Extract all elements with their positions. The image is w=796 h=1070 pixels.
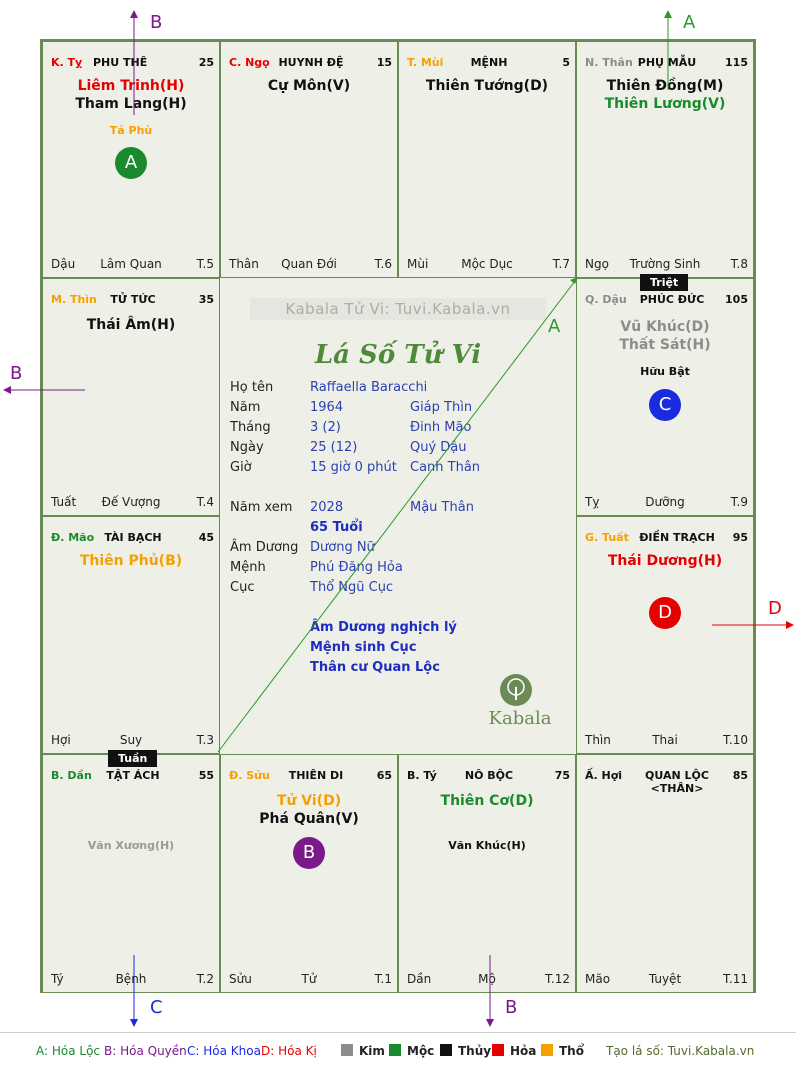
legend-tho [541, 1044, 584, 1058]
palace-foot-right: T.11 [723, 972, 748, 986]
info-label: Ngày [230, 440, 264, 455]
info-extra: Canh Thân [410, 460, 481, 475]
palace-can: Q. Dậu [585, 293, 627, 306]
legend-hoa-ki: D: Hóa Kị [261, 1044, 317, 1058]
info-value: 1964 [310, 400, 344, 415]
info-label: Cục [230, 580, 255, 595]
tho-label: Thổ [559, 1044, 584, 1058]
palace-number: 15 [376, 56, 392, 69]
legend-moc [389, 1044, 434, 1058]
palace-foot-left: Mùi [407, 257, 429, 271]
palace-foot-mid: Thai [652, 733, 678, 747]
arrow-label-left: B [10, 363, 23, 384]
info-extra: Mậu Thân [410, 500, 474, 515]
palace-foot-mid: Dưỡng [645, 495, 685, 509]
palace-foot-mid: Suy [119, 733, 143, 747]
palace-foot-left: Tuất [51, 495, 77, 509]
diagonal-arrowhead [570, 277, 578, 284]
hoa-loc-badge: A [115, 147, 147, 179]
major-star: Thái Dương(H) [607, 553, 723, 569]
palace-foot-right: T.8 [730, 257, 748, 271]
palace-foot-left: Tỵ [585, 495, 600, 509]
palace-name: QUAN LỘC <THÂN> [645, 769, 709, 795]
palace-foot-right: T.5 [196, 257, 214, 271]
info-extra: Đinh Mão [410, 420, 472, 435]
tuan-tag: Tuần [108, 750, 157, 767]
palace-foot-mid: Đế Vượng [101, 495, 161, 509]
note-line: Mệnh sinh Cục [310, 640, 417, 655]
arrow-label-bottom-mid: B [505, 997, 518, 1018]
arrow-label-right: D [768, 598, 782, 619]
info-value: Thổ Ngũ Cục [310, 580, 394, 595]
palace-number: 45 [198, 531, 214, 544]
palace-name: PHÚC ĐỨC [639, 293, 705, 306]
palace-foot-mid: Quan Đới [281, 257, 337, 271]
kim-label: Kim [359, 1044, 385, 1058]
chart-title: Lá Số Tử Vi [314, 340, 482, 370]
palace-name: MỆNH [470, 56, 508, 69]
palace-foot-left: Mão [585, 972, 611, 986]
hoa-quyen-badge: B [293, 837, 325, 869]
info-extra: Quý Dậu [410, 440, 467, 455]
arrow-label-bottom-left: C [150, 997, 163, 1018]
palace-number: 55 [198, 769, 214, 782]
diagonal-line [218, 277, 578, 752]
palace-can: K. Tỵ [51, 56, 83, 69]
legend-thuy [440, 1044, 491, 1058]
palace-can: Đ. Mão [51, 531, 95, 544]
palace-name: THIÊN DI [288, 769, 344, 782]
palace-can: N. Thân [585, 56, 633, 69]
moc-label: Mộc [407, 1044, 435, 1058]
palace-foot-mid: Lâm Quan [100, 257, 162, 271]
palace-can: T. Mùi [407, 56, 444, 69]
palace-foot-mid: Tử [301, 972, 317, 986]
triet-tag: Triệt [640, 274, 688, 291]
palace-number: 5 [562, 56, 570, 69]
major-star: Cự Môn(V) [267, 78, 351, 94]
major-star: Thiên Tướng(D) [425, 78, 549, 94]
palace-can: M. Thìn [51, 293, 97, 306]
legend-kim [341, 1044, 385, 1058]
moc-swatch [389, 1044, 401, 1056]
major-star: Thiên Phủ(B) [79, 553, 183, 569]
palace-foot-left: Tý [51, 972, 64, 986]
palace-name: TỬ TỨC [110, 293, 156, 306]
palace-foot-right: T.1 [374, 972, 392, 986]
site-link[interactable]: Tạo lá số: Tuvi.Kabala.vn [606, 1044, 755, 1058]
note-line: Âm Dương nghịch lý [310, 620, 457, 635]
minor-star: Văn Xương(H) [87, 839, 175, 852]
info-label: Năm xem [230, 500, 293, 515]
thuy-label: Thủy [458, 1044, 492, 1058]
palace-foot-mid: Mộc Dục [461, 257, 513, 271]
legend-hoa-khoa: C: Hóa Khoa [187, 1044, 261, 1058]
info-label: Mệnh [230, 560, 266, 575]
info-label: Giờ [230, 460, 252, 475]
hoa-khoa-badge: C [649, 389, 681, 421]
major-star: Liêm Trinh(H) [77, 78, 185, 94]
palace-number: 85 [732, 769, 748, 782]
palace-foot-right: T.4 [196, 495, 214, 509]
info-value: 15 giờ 0 phút [310, 460, 397, 475]
palace-foot-mid: Bệnh [115, 972, 147, 986]
major-star: Thiên Đồng(M) [606, 78, 724, 94]
minor-star: Tả Phù [109, 124, 153, 137]
palace-foot-left: Hợi [51, 733, 71, 747]
legend [0, 1030, 796, 1070]
info-value: 2028 [310, 500, 344, 515]
palace-foot-right: T.6 [374, 257, 392, 271]
info-value: Dương Nữ [310, 540, 375, 555]
arrow-label-top-left: B [150, 12, 163, 33]
palace-can: B. Tý [407, 769, 437, 782]
arrow-label-top-right: A [683, 12, 696, 33]
info-value: Raffaella Baracchi [310, 380, 428, 395]
palace-foot-mid: Mộ [478, 972, 496, 986]
palace-name: TẬT ÁCH [106, 769, 160, 782]
palace-name: TÀI BẠCH [104, 531, 162, 544]
info-extra: Giáp Thìn [410, 400, 473, 415]
major-star: Thiên Cơ(D) [440, 793, 534, 809]
palace-foot-left: Thìn [585, 733, 611, 747]
palace-foot-mid: Tuyệt [648, 972, 682, 986]
palace-foot-left: Sửu [229, 972, 252, 986]
palace-foot-right: T.12 [545, 972, 570, 986]
palace-can: G. Tuất [585, 531, 629, 544]
hoa-label: Hỏa [510, 1044, 537, 1058]
major-star: Thất Sát(H) [619, 337, 711, 353]
major-star: Thiên Lương(V) [604, 96, 726, 112]
palace-name: ĐIỀN TRẠCH [639, 531, 715, 544]
palace-can: Đ. Sửu [229, 769, 270, 782]
palace-foot-left: Ngọ [585, 257, 609, 271]
tho-swatch [541, 1044, 553, 1056]
palace-foot-right: T.10 [723, 733, 748, 747]
minor-star: Văn Khúc(H) [448, 839, 526, 852]
major-star: Tham Lang(H) [75, 96, 187, 112]
palace-foot-right: T.2 [196, 972, 214, 986]
palace-foot-left: Thân [229, 257, 259, 271]
note-line: Thân cư Quan Lộc [310, 660, 440, 675]
palace-foot-left: Dậu [51, 257, 76, 271]
major-star: Thái Âm(H) [86, 317, 176, 333]
minor-star: Hữu Bật [640, 365, 690, 378]
palace-foot-right: T.9 [730, 495, 748, 509]
watermark: Kabala Tử Vi: Tuvi.Kabala.vn [250, 298, 546, 320]
info-value: 25 (12) [310, 440, 358, 455]
info-label: Năm [230, 400, 261, 415]
palace-name: PHU THÊ [93, 56, 148, 69]
palace-foot-left: Dần [407, 972, 432, 986]
age-value: 65 Tuổi [310, 520, 363, 535]
palace-can: B. Dần [51, 769, 92, 782]
major-star: Phá Quân(V) [259, 811, 359, 827]
palace-can: C. Ngọ [229, 56, 270, 69]
palace-can: Ấ. Hợi [585, 769, 623, 782]
info-label: Âm Dương [230, 540, 299, 555]
legend-hoa-loc: A: Hóa Lộc [36, 1044, 101, 1058]
thuy-swatch [440, 1044, 452, 1056]
legend-hoa [492, 1044, 536, 1058]
palace-foot-mid: Trường Sinh [629, 257, 701, 271]
palace-number: 75 [554, 769, 570, 782]
palace-number: 65 [376, 769, 392, 782]
info-label: Tháng [230, 420, 271, 435]
kim-swatch [341, 1044, 353, 1056]
major-star: Tử Vi(D) [276, 793, 342, 809]
palace-name: PHỤ MẪU [637, 56, 697, 69]
legend-hoa-quyen: B: Hóa Quyền [104, 1044, 187, 1058]
palace-number: 105 [725, 293, 748, 306]
hoa-swatch [492, 1044, 504, 1056]
info-value: Phú Đăng Hỏa [310, 560, 403, 575]
palace-number: 35 [198, 293, 214, 306]
palace-name: HUYNH ĐỆ [278, 56, 344, 69]
palace-foot-right: T.3 [196, 733, 214, 747]
palace-foot-right: T.7 [552, 257, 570, 271]
kabala-logo-text: Kabala [488, 708, 552, 729]
palace-number: 95 [732, 531, 748, 544]
palace-number: 25 [198, 56, 214, 69]
hoa-ki-badge: D [649, 597, 681, 629]
info-value: 3 (2) [310, 420, 341, 435]
major-star: Vũ Khúc(D) [620, 319, 710, 335]
palace-name: NÔ BỘC [464, 769, 514, 782]
info-label: Họ tên [230, 380, 274, 395]
arrow-label-diagonal: A [548, 316, 561, 337]
palace-number: 115 [725, 56, 748, 69]
